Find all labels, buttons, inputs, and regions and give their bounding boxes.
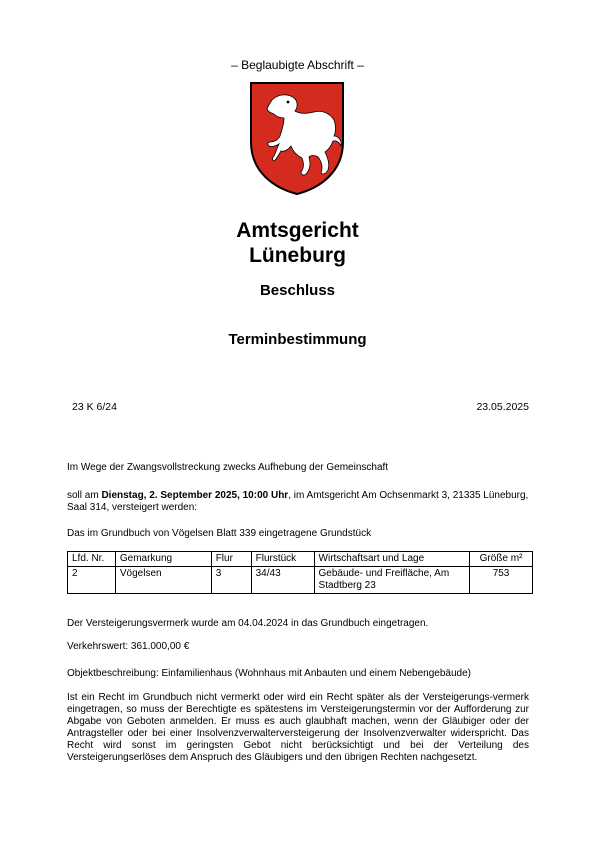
court-name-line2: Lüneburg xyxy=(249,244,346,267)
auction-date: Dienstag, 2. September 2025, 10:00 Uhr xyxy=(101,490,289,501)
intro-paragraph: Im Wege der Zwangsvollstreckung zwecks Aufhebung der Gemeinschaft xyxy=(67,462,389,473)
document-type: Beschluss xyxy=(259,282,336,299)
table-cell: Gebäude- und Freifläche, Am Stadtberg 23 xyxy=(314,567,470,594)
auction-paragraph xyxy=(67,490,529,514)
document-subtype: Terminbestimmung xyxy=(228,331,367,348)
grundbuch-intro: Das im Grundbuch von Vögelsen Blatt 339 eingetragene Grundstück xyxy=(67,528,372,539)
auction-prefix: soll am xyxy=(67,490,102,501)
auction-suffix: , im Amtsgericht Am Ochsenmarkt 3, 21335 Lüneburg, Saal 314, versteigert werden: xyxy=(67,490,529,513)
court-name-line1: Amtsgericht xyxy=(236,219,359,242)
column-header: Wirtschaftsart und Lage xyxy=(314,552,470,567)
table-cell: 2 xyxy=(68,567,116,594)
table-cell: 34/43 xyxy=(251,567,314,594)
column-header: Flurstück xyxy=(251,552,314,567)
verkehrswert-paragraph: Verkehrswert: 361.000,00 € xyxy=(67,641,190,652)
lower-saxony-horse-crest-icon xyxy=(248,80,346,196)
vermerk-paragraph: Der Versteigerungsvermerk wurde am 04.04.2024 in das Grundbuch eingetragen. xyxy=(67,618,429,629)
table-cell: 3 xyxy=(211,567,251,594)
table-cell: Vögelsen xyxy=(115,567,211,594)
certified-copy-note: – Beglaubigte Abschrift – xyxy=(231,58,364,72)
court-name xyxy=(0,218,595,268)
notice-paragraph: Ist ein Recht im Grundbuch nicht vermerkt oder wird ein Recht später als der Versteigerungs-vermerk eingetragen, so muss der Berechtigte es spätestens im Versteigerungstermin vor der Aufforderung zur Abgabe von Geboten anmelden. Er muss es auch glaubhaft machen, wenn der Gläubiger oder der Antragsteller oder bei einer Insolvenzverwalterversteigerung der Insolvenzverwalter widerspricht. Das Recht wird sonst im geringsten Gebot nicht berücksichtigt und bei der Verteilung des Versteigerungserlöses dem Anspruch des Gläubigers und den übrigen Rechten nachgesetzt. xyxy=(67,692,529,763)
property-table xyxy=(67,551,533,594)
case-number: 23 K 6/24 xyxy=(72,401,117,413)
column-header: Lfd. Nr. xyxy=(68,552,116,567)
column-header: Gemarkung xyxy=(115,552,211,567)
document-date: 23.05.2025 xyxy=(476,401,529,413)
column-header: Größe m² xyxy=(470,552,533,567)
table-cell: 753 xyxy=(470,567,533,594)
column-header: Flur xyxy=(211,552,251,567)
table-header-row xyxy=(68,552,533,567)
table-row xyxy=(68,567,533,594)
objekt-paragraph: Objektbeschreibung: Einfamilienhaus (Wohnhaus mit Anbauten und einem Nebengebäude) xyxy=(67,668,471,679)
